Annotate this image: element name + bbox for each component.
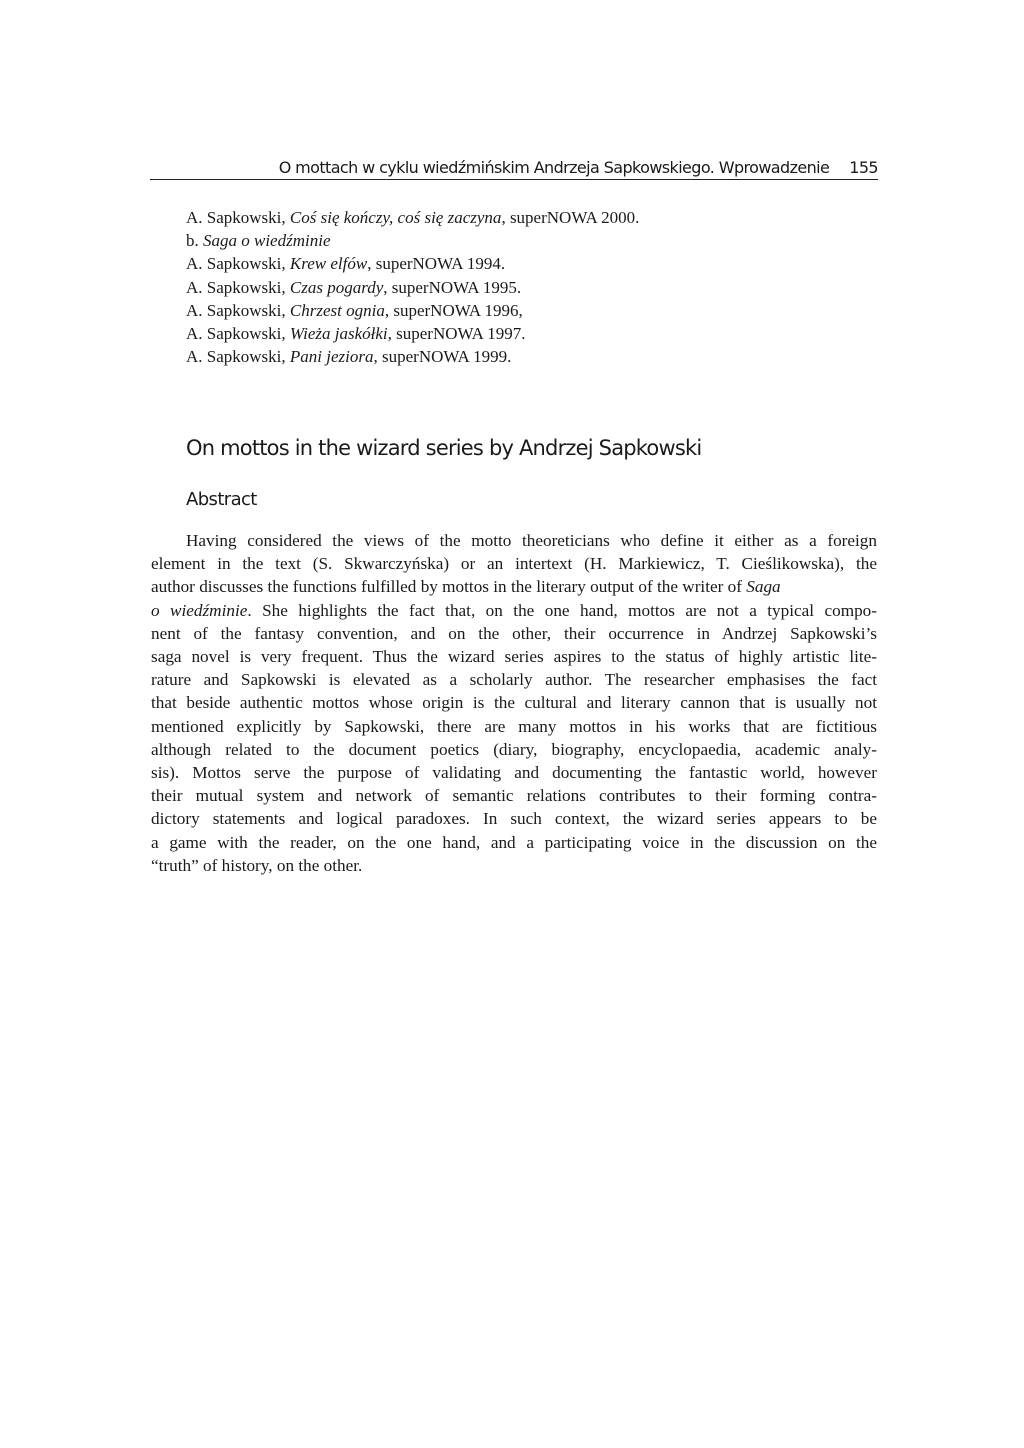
abstract-heading: Abstract	[186, 489, 257, 510]
abstract-body	[151, 529, 877, 877]
abstract-line: rature and Sapkowski is elevated as a scholarly author. The researcher emphasises the fact	[151, 670, 877, 690]
bibliography-entry: A. Sapkowski, Chrzest ognia, superNOWA 1996,	[186, 300, 523, 320]
bibliography-entry: A. Sapkowski, Krew elfów, superNOWA 1994.	[186, 254, 506, 274]
abstract-line: Having considered the views of the motto theoreticians who define it either as a foreign	[186, 531, 877, 550]
abstract-line: author discusses the functions fulfilled by mottos in the literary output of the writer of Saga	[151, 577, 781, 597]
bibliography-list	[186, 206, 639, 368]
abstract-line: element in the text (S. Skwarczyńska) or an intertext (H. Markiewicz, T. Cieślikowska), the	[151, 554, 877, 574]
abstract-line: that beside authentic mottos whose origin is the cultural and literary cannon that is usually not	[151, 693, 877, 713]
abstract-line: sis). Mottos serve the purpose of validating and documenting the fantastic world, however	[151, 763, 877, 783]
abstract-line: “truth” of history, on the other.	[151, 855, 363, 875]
bibliography-entry: A. Sapkowski, Czas pogardy, superNOWA 1995.	[186, 277, 522, 297]
abstract-line: saga novel is very frequent. Thus the wizard series aspires to the status of highly artistic lite-	[151, 647, 877, 667]
abstract-line: dictory statements and logical paradoxes. In such context, the wizard series appears to be	[151, 809, 877, 829]
page-number: 155	[849, 158, 878, 177]
abstract-line: mentioned explicitly by Sapkowski, there are many mottos in his works that are fictitious	[151, 716, 877, 736]
abstract-line: o wiedźminie. She highlights the fact that, on the one hand, mottos are not a typical compo-	[151, 600, 877, 620]
bibliography-entry: A. Sapkowski, Wieża jaskółki, superNOWA 1997.	[186, 324, 526, 344]
italic-saga-title: o wiedźminie	[151, 600, 248, 620]
abstract-line: nent of the fantasy convention, and on the other, their occurrence in Andrzej Sapkowski’s	[151, 623, 877, 643]
abstract-line: a game with the reader, on the one hand, and a participating voice in the discussion on the	[151, 832, 877, 852]
abstract-line: although related to the document poetics (diary, biography, encyclopaedia, academic analy-	[151, 739, 877, 759]
bibliography-entry: b. Saga o wiedźminie	[186, 231, 331, 251]
running-title: O mottach w cyklu wiedźmińskim Andrzeja Sapkowskiego. Wprowadzenie	[278, 158, 830, 177]
running-header	[150, 158, 878, 180]
article-title: On mottos in the wizard series by Andrzej Sapkowski	[186, 436, 702, 460]
abstract-line: their mutual system and network of semantic relations contributes to their forming contra-	[151, 786, 877, 806]
bibliography-entry: A. Sapkowski, Pani jeziora, superNOWA 1999.	[186, 347, 512, 367]
bibliography-entry: A. Sapkowski, Coś się kończy, coś się zaczyna, superNOWA 2000.	[186, 208, 640, 227]
italic-saga-title: Saga	[746, 577, 781, 597]
